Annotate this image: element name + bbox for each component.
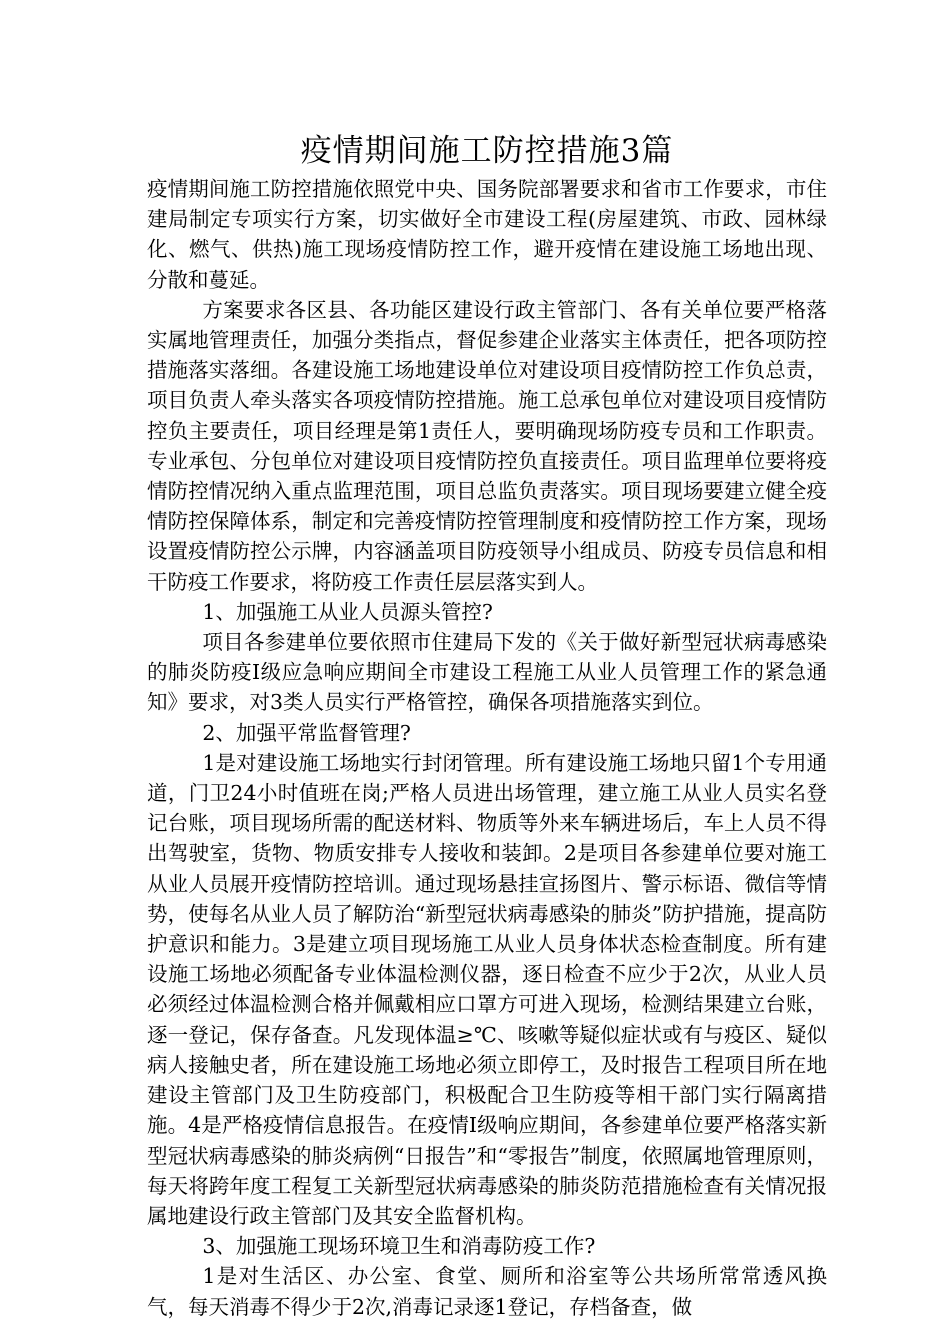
paragraph-scheme: 方案要求各区县、各功能区建设行政主管部门、各有关单位要严格落实属地管理责任，加强分类指点，督促参建企业落实主体责任，把各项防控措施落实落细。各建设施工场地建设单位对建设项目疫情防控工作负总责，项目负责人牵头落实各项疫情防控措施。施工总承包单位对建设项目疫情防控负主要责任，项目经理是第1责任人，要明确现场防疫专员和工作职责。专业承包、分包单位对建设项目疫情防控负直接责任。项目监理单位要将疫情防控情况纳入重点监理范围，项目总监负责落实。项目现场要建立健全疫情防控保障体系，制定和完善疫情防控管理制度和疫情防控工作方案，现场设置疫情防控公示牌，内容涵盖项目防疫领导小组成员、防疫专员信息和相干防疫工作要求，将防疫工作责任层层落实到人。 xyxy=(147,297,827,594)
document-title: 疫情期间施工防控措施3篇 xyxy=(300,133,674,169)
paragraph-intro: 疫情期间施工防控措施依照党中央、国务院部署要求和省市工作要求，市住建局制定专项实行方案，切实做好全市建设工程(房屋建筑、市政、园林绿化、燃气、供热)施工现场疫情防控工作，避开疫情在建设施工场地出现、分散和蔓延。 xyxy=(147,177,827,292)
paragraph-section-1: 项目各参建单位要依照市住建局下发的《关于做好新型冠状病毒感染的肺炎防疫Ⅰ级应急响应期间全市建设工程施工从业人员管理工作的紧急通知》要求，对3类人员实行严格管控，确保各项措施落实到位。 xyxy=(147,630,827,715)
paragraph-section-3: 1是对生活区、办公室、食堂、厕所和浴室等公共场所常常透风换气，每天消毒不得少于2次,消毒记录逐1登记，存档备查，做 xyxy=(147,1264,827,1319)
paragraph-section-2: 1是对建设施工场地实行封闭管理。所有建设施工场地只留1个专用通道，门卫24小时值班在岗;严格人员进出场管理，建立施工从业人员实名登记台账，项目现场所需的配送材料、物质等外来车辆进场后，车上人员不得出驾驶室，货物、物质安排专人接收和装卸。2是项目各参建单位要对施工从业人员展开疫情防控培训。通过现场悬挂宣扬图片、警示标语、微信等情势，使每名从业人员了解防治“新型冠状病毒感染的肺炎”防护措施，提高防护意识和能力。3是建立项目现场施工从业人员身体状态检查制度。所有建设施工场地必须配备专业体温检测仪器，逐日检查不应少于2次，从业人员必须经过体温检测合格并佩戴相应口罩方可进入现场，检测结果建立台账，逐一登记，保存备查。凡发现体温≥℃、咳嗽等疑似症状或有与疫区、疑似病人接触史者，所在建设施工场地必须立即停工，及时报告工程项目所在地建设主管部门及卫生防疫部门，积极配合卫生防疫等相干部门实行隔离措施。4是严格疫情信息报告。在疫情Ⅰ级响应期间，各参建单位要严格落实新型冠状病毒感染的肺炎病例“日报告”和“零报告”制度，依照属地管理原则，每天将跨年度工程复工关新型冠状病毒感染的肺炎防范措施检查有关情况报属地建设行政主管部门及其安全监督机构。 xyxy=(147,750,827,1228)
section-heading-1: 1、加强施工从业人员源头管控? xyxy=(202,599,493,624)
document-page xyxy=(147,128,827,1322)
section-heading-2: 2、加强平常监督管理? xyxy=(202,720,411,745)
document-body xyxy=(147,174,827,1322)
section-heading-3: 3、加强施工现场环境卫生和消毒防疫工作? xyxy=(202,1234,596,1259)
